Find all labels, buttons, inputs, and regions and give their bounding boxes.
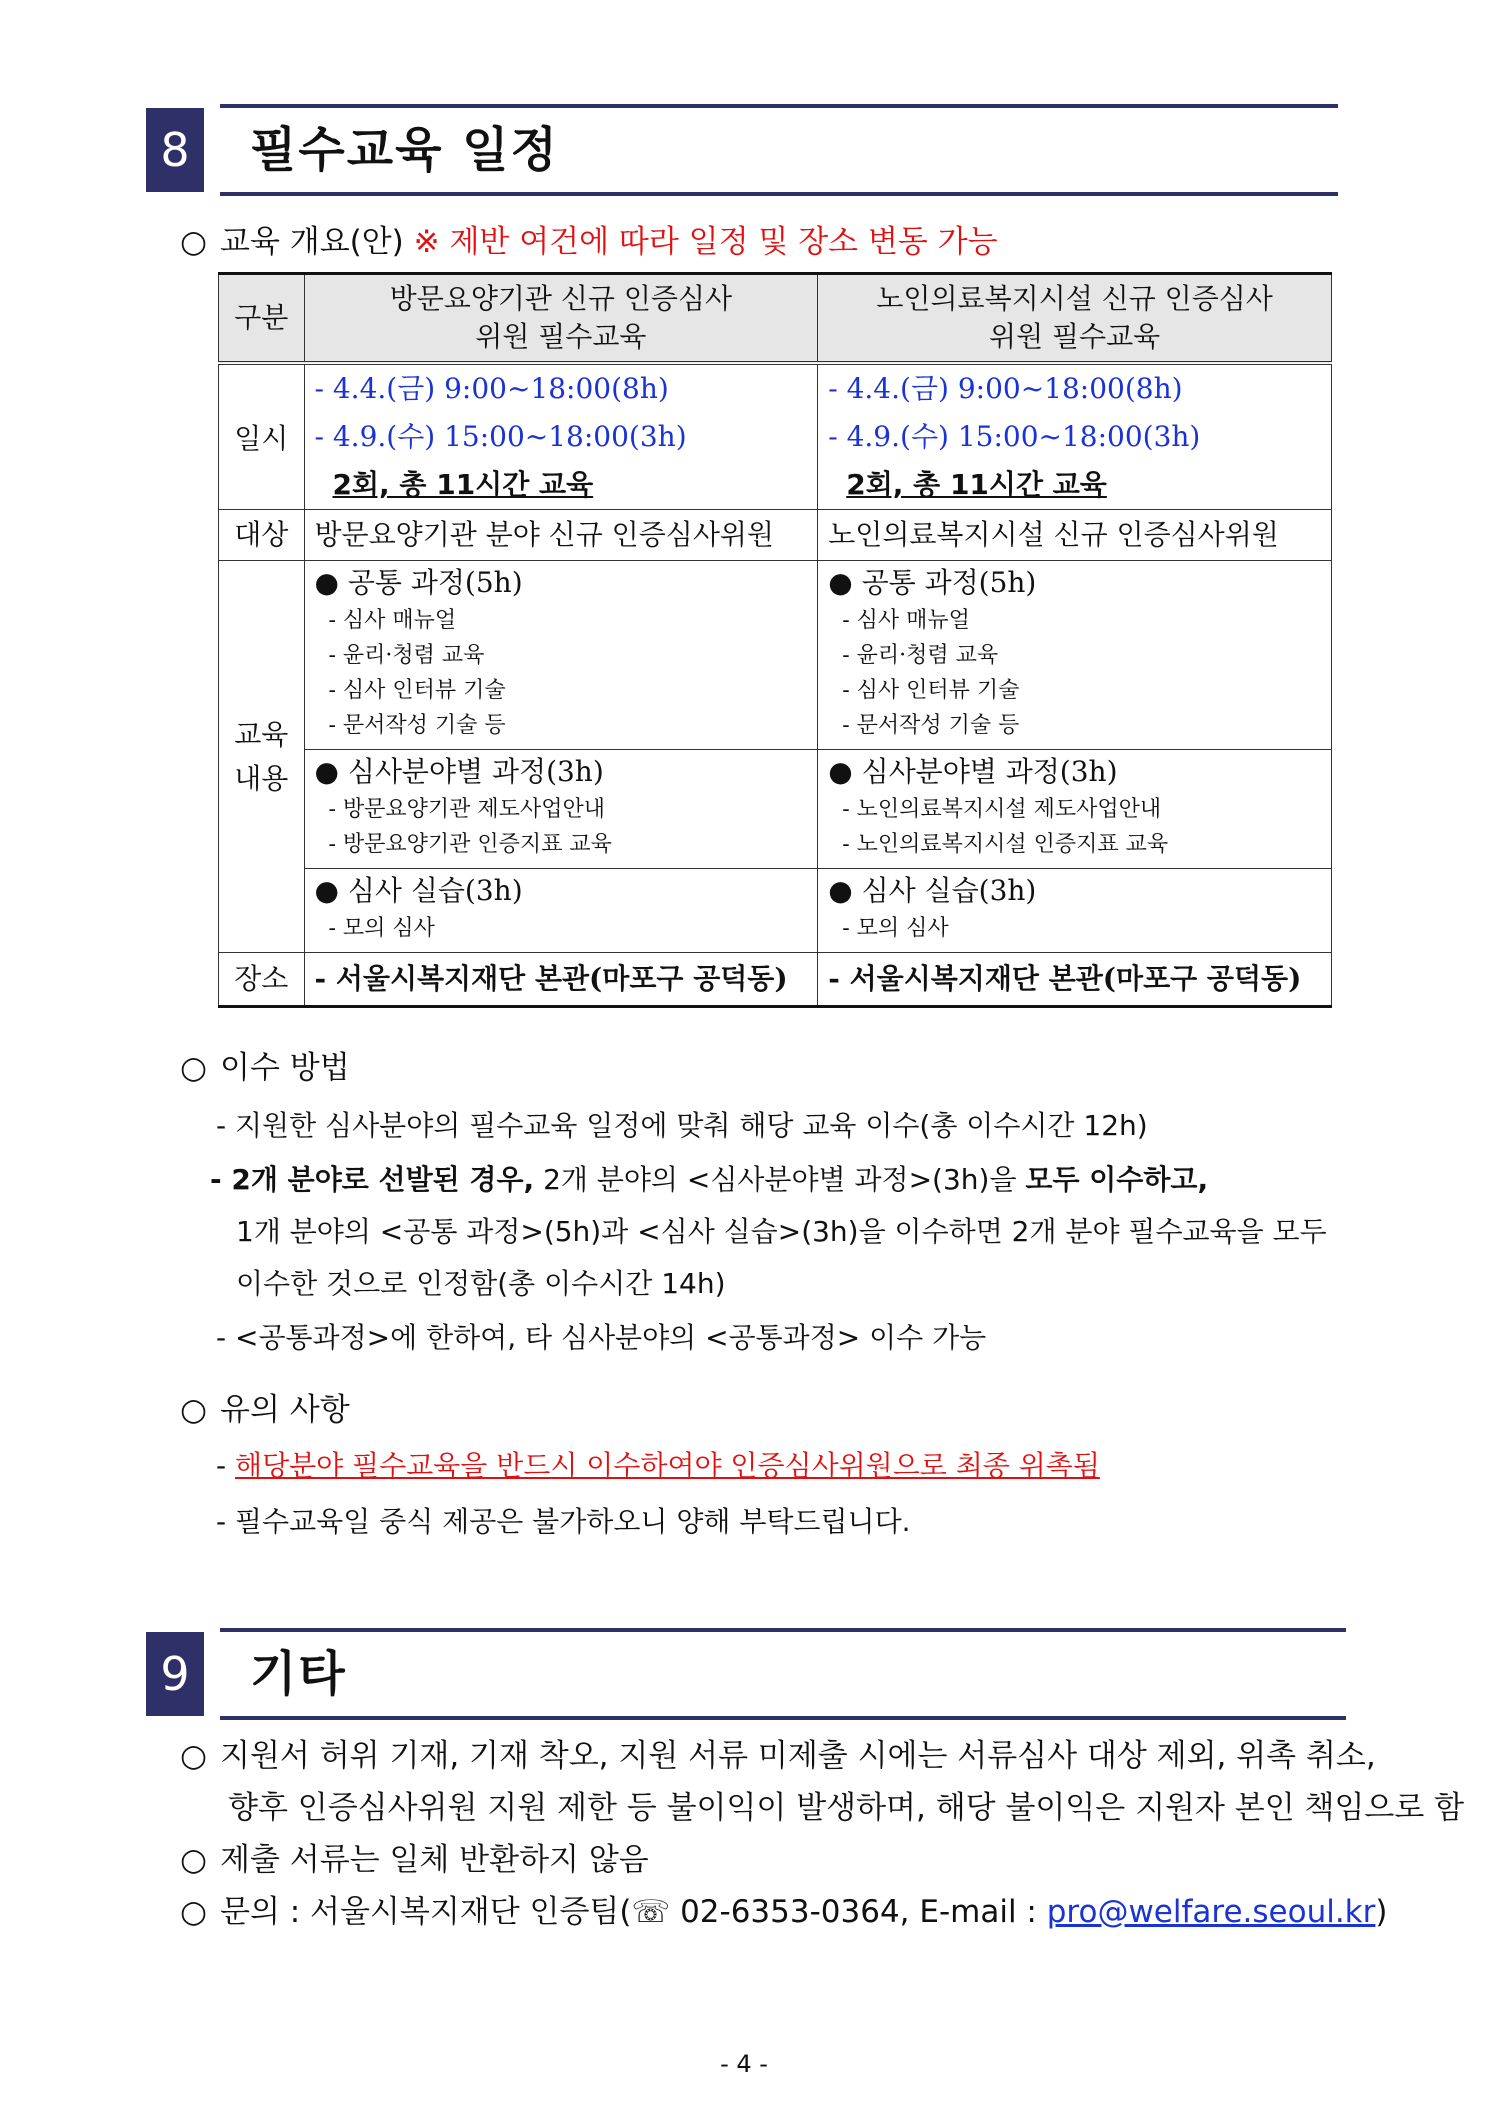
- misc-bullet-2: ○ 제출 서류는 일체 반환하지 않음: [180, 1842, 649, 1878]
- notes-line: - 필수교육일 중식 제공은 불가하오니 양해 부탁드립니다.: [216, 1505, 911, 1538]
- section-8-header: [146, 108, 1338, 192]
- completion-bullet: [180, 1048, 350, 1088]
- schedule-table: [218, 272, 1332, 1008]
- table-row-content-field: [219, 750, 1332, 869]
- row-label-datetime: 일시: [219, 363, 305, 510]
- divider: [220, 104, 1338, 108]
- completion-line: - 지원한 심사분야의 필수교육 일정에 맞춰 해당 교육 이수(총 이수시간 12h): [216, 1109, 1148, 1142]
- field-item: - 방문요양기관 제도사업안내: [328, 797, 605, 822]
- section-title: 기타: [250, 1646, 347, 1702]
- field-item: - 방문요양기관 인증지표 교육: [328, 832, 612, 857]
- section-9-header: [146, 1632, 1346, 1716]
- bullet-icon: ○: [180, 1738, 208, 1774]
- misc-bullet-1: ○ 지원서 허위 기재, 기재 착오, 지원 서류 미제출 시에는 서류심사 대상 제외, 위촉 취소,: [180, 1738, 1376, 1774]
- datetime-col2: [818, 363, 1332, 510]
- row-label-place: 장소: [219, 953, 305, 1007]
- common-item: - 심사 매뉴얼: [328, 608, 457, 633]
- table-header-row: [219, 274, 1332, 364]
- email-link[interactable]: pro@welfare.seoul.kr: [1046, 1894, 1376, 1930]
- field-item: - 노인의료복지시설 제도사업안내: [842, 797, 1162, 822]
- notes-label: 유의 사항: [220, 1392, 350, 1428]
- date-line-2: - 4.9.(수) 15:00~18:00(3h): [828, 420, 1201, 453]
- common-item: - 문서작성 기술 등: [842, 713, 1020, 738]
- place-col2: - 서울시복지재단 본관(마포구 공덕동): [818, 953, 1332, 1007]
- header-home-care: 방문요양기관 신규 인증심사위원 필수교육: [304, 274, 818, 364]
- table-row-place: [219, 953, 1332, 1007]
- practice-title: ● 심사 실습(3h): [314, 874, 523, 907]
- header-elderly-facility: 노인의료복지시설 신규 인증심사위원 필수교육: [818, 274, 1332, 364]
- completion-line: - 2개 분야로 선발된 경우, 2개 분야의 <심사분야별 과정>(3h)을 모두 이수하고,: [210, 1163, 1209, 1196]
- divider: [220, 1716, 1346, 1720]
- common-title: ● 공통 과정(5h): [314, 566, 523, 599]
- target-col1: 방문요양기관 분야 신규 인증심사위원: [304, 510, 818, 561]
- divider: [220, 192, 1338, 196]
- notes-bullet: [180, 1390, 350, 1430]
- field-item: - 노인의료복지시설 인증지표 교육: [842, 832, 1169, 857]
- common-item: - 심사 인터뷰 기술: [328, 678, 506, 703]
- row-label-target: 대상: [219, 510, 305, 561]
- total-hours: 2회, 총 11시간 교육: [846, 468, 1107, 501]
- practice-col1: [304, 869, 818, 953]
- completion-line: 1개 분야의 <공통 과정>(5h)과 <심사 실습>(3h)을 이수하면 2개 분야 필수교육을 모두: [236, 1215, 1327, 1248]
- practice-title: ● 심사 실습(3h): [828, 874, 1037, 907]
- bullet-icon: ○: [180, 224, 208, 260]
- row-label-content: [219, 561, 305, 953]
- common-item: - 윤리·청렴 교육: [842, 643, 999, 668]
- misc-bullet-3: ○ 문의 : 서울시복지재단 인증팀(☏ 02-6353-0364, E-mail : pro@welfare.seoul.kr): [180, 1894, 1388, 1930]
- table-row-content-practice: [219, 869, 1332, 953]
- place-col1: - 서울시복지재단 본관(마포구 공덕동): [304, 953, 818, 1007]
- bullet-icon: ○: [180, 1050, 208, 1086]
- target-col2: 노인의료복지시설 신규 인증심사위원: [818, 510, 1332, 561]
- common-item: - 심사 인터뷰 기술: [842, 678, 1020, 703]
- table-row-content-common: [219, 561, 1332, 750]
- field-title: ● 심사분야별 과정(3h): [314, 755, 604, 788]
- section-title: 필수교육 일정: [250, 122, 559, 178]
- practice-col2: [818, 869, 1332, 953]
- completion-bold: - 2개 분야로 선발된 경우,: [210, 1163, 535, 1196]
- table-row-datetime: [219, 363, 1332, 510]
- total-hours: 2회, 총 11시간 교육: [332, 468, 594, 501]
- completion-line: - <공통과정>에 한하여, 타 심사분야의 <공통과정> 이수 가능: [216, 1321, 987, 1354]
- field-col2: [818, 750, 1332, 869]
- content-label: 교육 내용: [234, 717, 289, 795]
- date-line-1: - 4.4.(금) 9:00~18:00(8h): [828, 372, 1183, 405]
- important-note: 해당분야 필수교육을 반드시 이수하여야 인증심사위원으로 최종 위촉됨: [235, 1449, 1100, 1482]
- date-line-2: - 4.9.(수) 15:00~18:00(3h): [314, 420, 687, 453]
- common-item: - 문서작성 기술 등: [328, 713, 506, 738]
- table-row-target: [219, 510, 1332, 561]
- common-title: ● 공통 과정(5h): [828, 566, 1037, 599]
- divider: [220, 1628, 1346, 1632]
- common-col1: [304, 561, 818, 750]
- bullet-icon: ○: [180, 1392, 208, 1428]
- notes-line-important: - 해당분야 필수교육을 반드시 이수하여야 인증심사위원으로 최종 위촉됨: [216, 1449, 1100, 1482]
- header-category: 구분: [219, 274, 305, 364]
- field-col1: [304, 750, 818, 869]
- practice-item: - 모의 심사: [842, 916, 949, 941]
- field-title: ● 심사분야별 과정(3h): [828, 755, 1118, 788]
- datetime-col1: [304, 363, 818, 510]
- overview-note: ※ 제반 여건에 따라 일정 및 장소 변동 가능: [413, 224, 998, 260]
- completion-bold: 모두 이수하고,: [1025, 1163, 1209, 1196]
- misc-bullet-1-cont: 향후 인증심사위원 지원 제한 등 불이익이 발생하며, 해당 불이익은 지원자 본인 책임으로 함: [228, 1790, 1465, 1826]
- completion-label: 이수 방법: [220, 1050, 350, 1086]
- common-item: - 심사 매뉴얼: [842, 608, 970, 633]
- bullet-icon: ○: [180, 1894, 208, 1930]
- date-line-1: - 4.4.(금) 9:00~18:00(8h): [314, 372, 669, 405]
- common-item: - 윤리·청렴 교육: [328, 643, 485, 668]
- section-number: 8: [146, 108, 204, 192]
- bullet-icon: ○: [180, 1842, 208, 1878]
- practice-item: - 모의 심사: [328, 916, 435, 941]
- page-number: - 4 -: [720, 2050, 768, 2078]
- overview-label: 교육 개요(안): [220, 224, 404, 260]
- section-number: 9: [146, 1632, 204, 1716]
- completion-line: 이수한 것으로 인정함(총 이수시간 14h): [236, 1267, 726, 1300]
- overview-bullet: [180, 222, 998, 262]
- common-col2: [818, 561, 1332, 750]
